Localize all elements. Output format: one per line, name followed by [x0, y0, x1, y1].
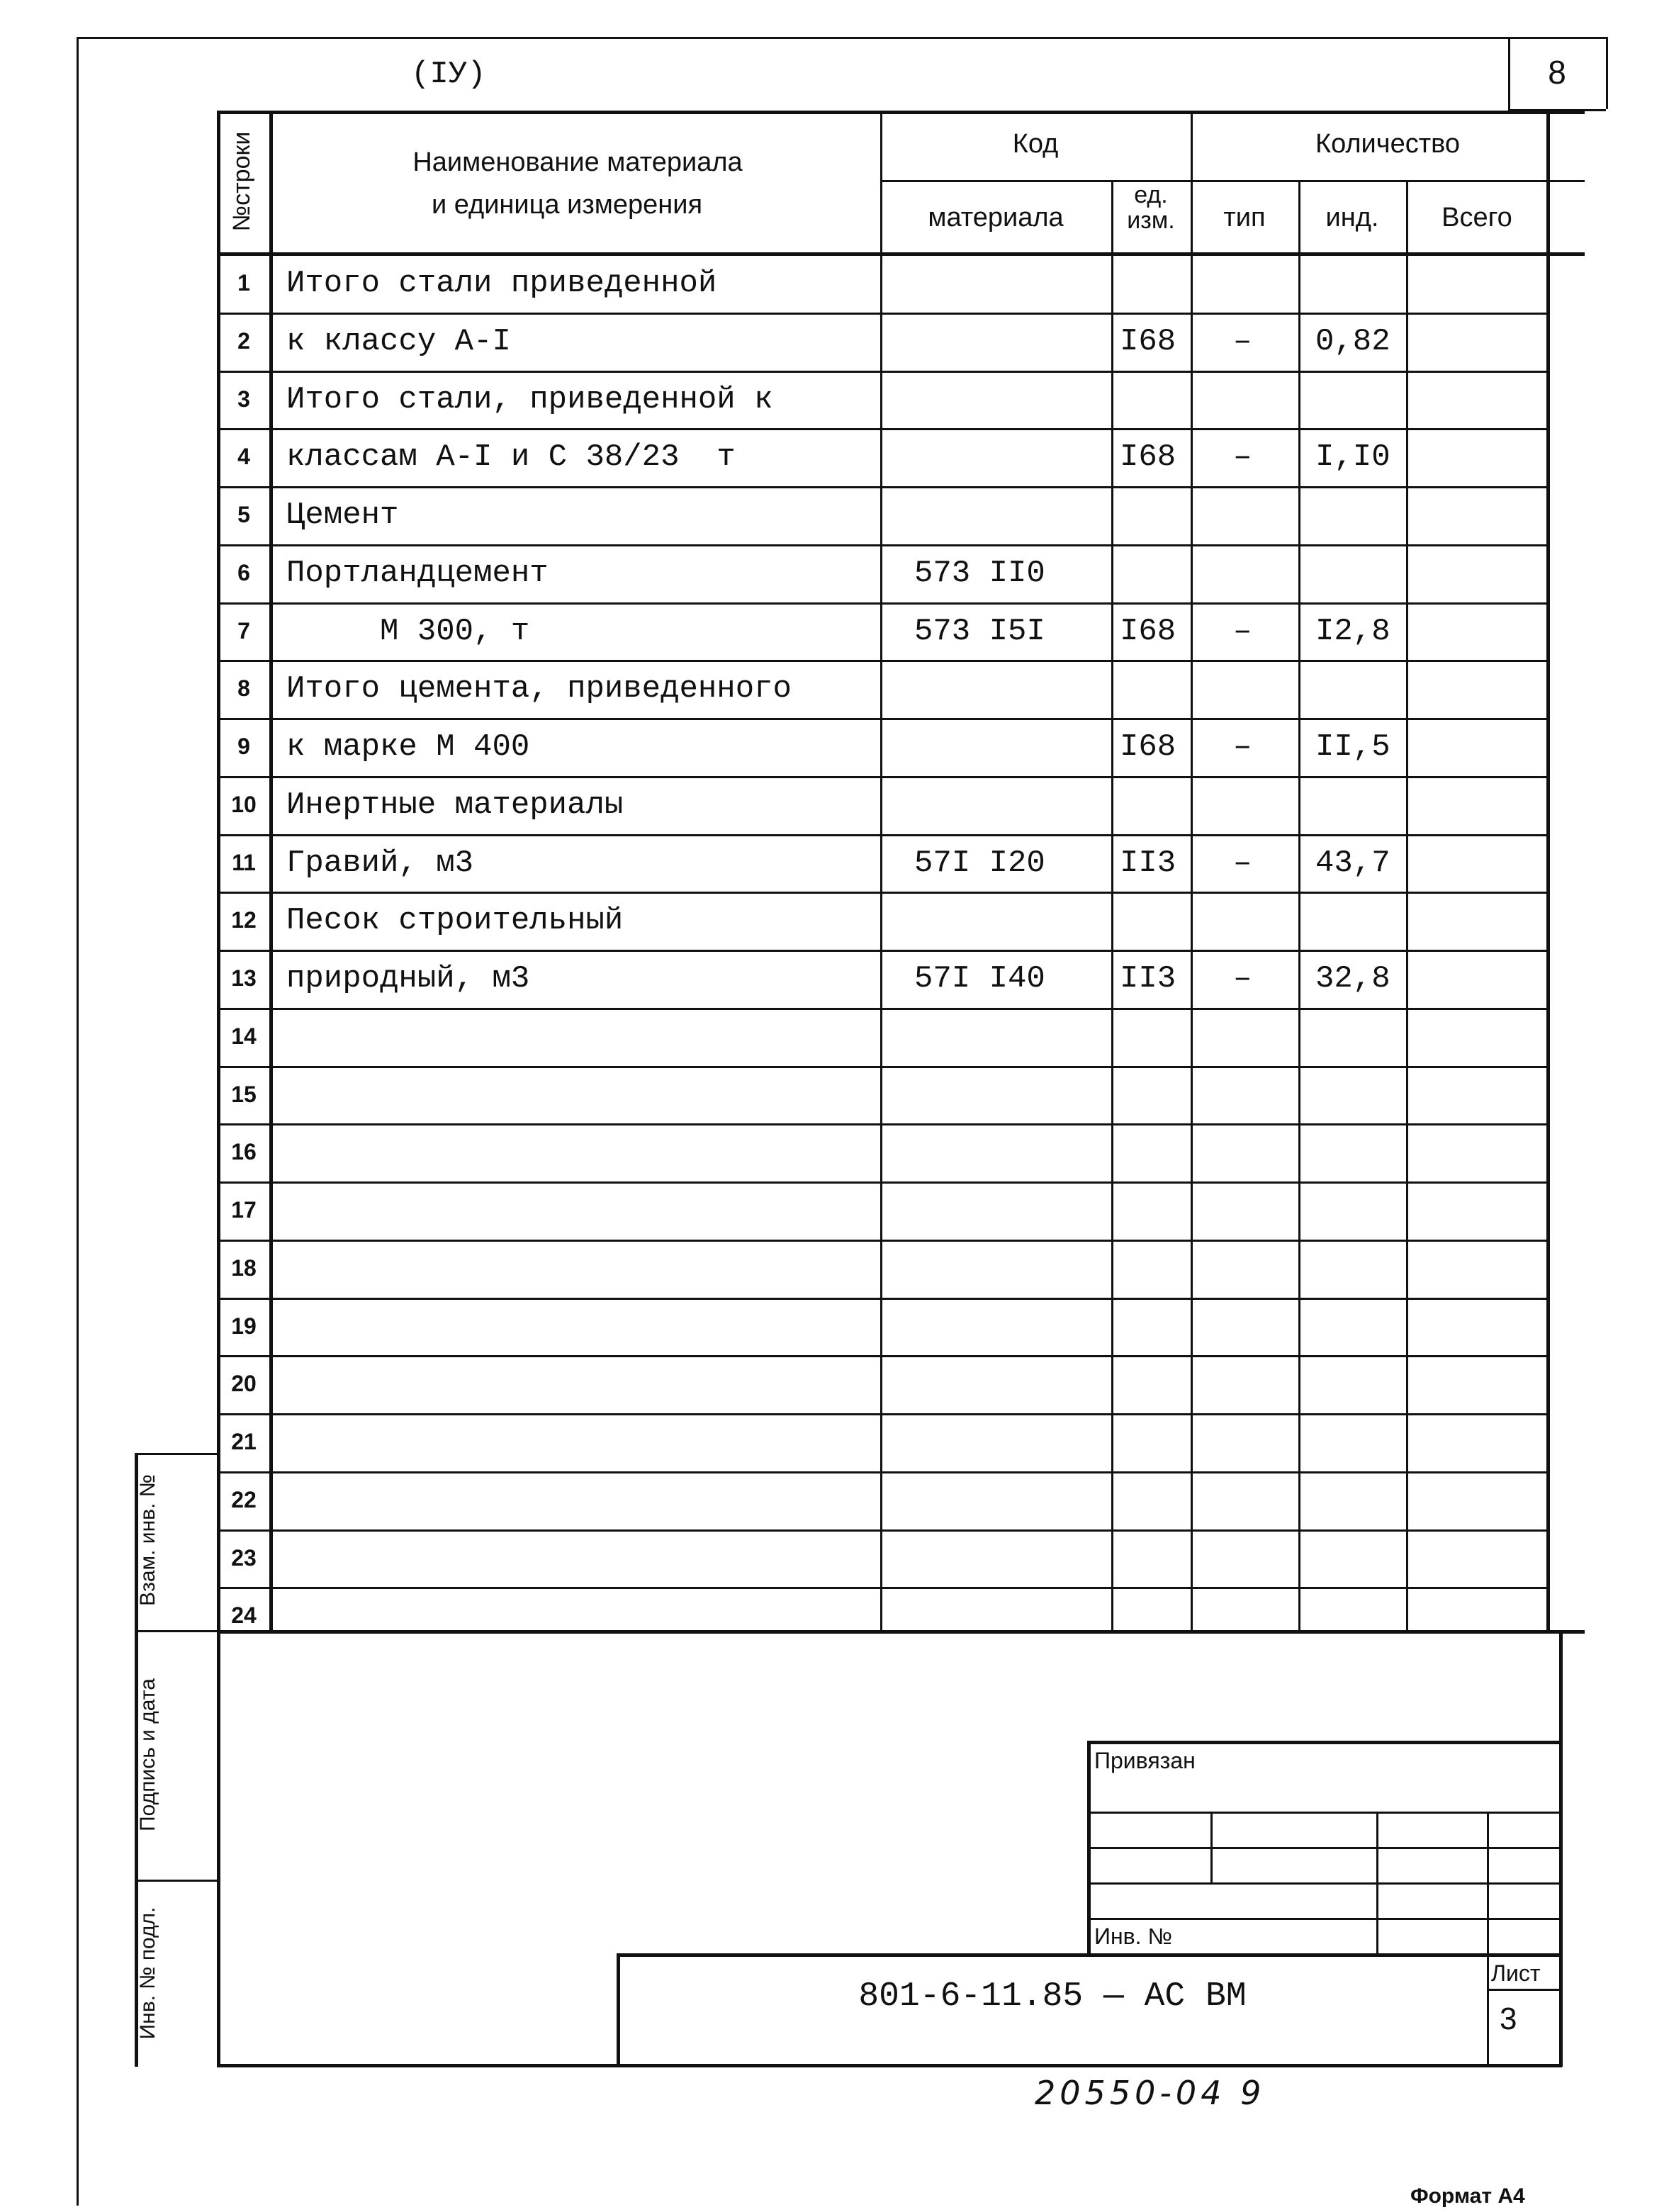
row-number: 10: [231, 791, 257, 817]
row-number: 16: [231, 1139, 257, 1165]
header-code-material: материала: [928, 203, 1064, 232]
row-separator: [217, 1587, 1546, 1589]
row-number: 12: [231, 907, 257, 933]
row-number: 23: [231, 1544, 257, 1571]
doc-block-top: [617, 1953, 1561, 1957]
row-name: Песок строительный: [286, 903, 624, 939]
row-number: 8: [237, 675, 250, 702]
row-number: 24: [231, 1602, 257, 1629]
row-unit: I68: [1120, 613, 1176, 649]
row-name: к марке М 400: [286, 729, 530, 765]
row-name: М 300, т: [286, 613, 530, 649]
row-ind: I2,8: [1315, 613, 1390, 649]
row-separator: [217, 1123, 1546, 1125]
tb-line-c: [1087, 1882, 1561, 1885]
row-number: 7: [237, 617, 250, 644]
row-ind: I,I0: [1315, 439, 1390, 476]
row-separator: [217, 1529, 1546, 1532]
row-separator: [217, 313, 1546, 315]
row-number: 19: [231, 1313, 257, 1339]
row-number: 17: [231, 1197, 257, 1223]
row-name: Инертные материалы: [286, 787, 624, 823]
row-number: 22: [231, 1486, 257, 1512]
tb-inv-no-label: Инв. №: [1094, 1924, 1172, 1949]
row-separator: [217, 544, 1546, 546]
header-name-line2: и единица измерения: [431, 190, 703, 220]
stamp-vzam-inv: Взам. инв. №: [136, 1474, 159, 1606]
row-unit: I68: [1120, 439, 1176, 476]
row-name: Итого стали, приведенной к: [286, 381, 773, 417]
section-label: (IУ): [411, 57, 486, 92]
tb-line-d: [1087, 1918, 1561, 1920]
row-separator: [217, 428, 1546, 430]
frame-top-line: [77, 37, 1606, 39]
row-unit: II3: [1120, 961, 1176, 996]
row-type: –: [1233, 323, 1252, 359]
header-qty-ind: инд.: [1325, 203, 1379, 232]
row-separator: [217, 660, 1546, 662]
tb-col-c: [1487, 1812, 1489, 2067]
row-type: –: [1233, 845, 1252, 881]
row-number: 5: [237, 502, 250, 527]
row-ind: 32,8: [1315, 961, 1390, 996]
stamp-line-2: [135, 1880, 217, 1882]
row-number: 1: [237, 270, 250, 296]
row-type: –: [1233, 729, 1252, 765]
row-separator: [217, 1240, 1546, 1242]
row-separator: [217, 834, 1546, 836]
col-line-4: [1191, 111, 1193, 1632]
row-code: 57I I20: [914, 845, 1045, 881]
row-separator: [217, 1181, 1546, 1184]
row-ind: 43,7: [1315, 845, 1390, 881]
row-name: Цемент: [286, 498, 399, 533]
row-unit: II3: [1120, 845, 1176, 881]
stamp-inv-podl: Инв. № подл.: [136, 1907, 159, 2040]
row-separator: [217, 1066, 1546, 1068]
header-name-line1: Наименование материала: [412, 147, 743, 177]
row-type: –: [1233, 613, 1252, 649]
row-number: 4: [237, 444, 250, 470]
header-row-number: №строки: [228, 131, 255, 232]
list-number: 3: [1500, 2002, 1517, 2036]
row-code: 57I I40: [914, 961, 1045, 996]
row-number: 2: [237, 327, 250, 354]
row-separator: [217, 718, 1546, 720]
row-separator: [217, 950, 1546, 952]
row-name: природный, м3: [286, 961, 530, 996]
row-unit: I68: [1120, 323, 1176, 359]
stamp-line-1: [135, 1630, 217, 1632]
row-unit: I68: [1120, 729, 1176, 765]
row-separator: [217, 1413, 1546, 1415]
row-name: Гравий, м3: [286, 845, 474, 881]
format-label: Формат А4: [1410, 2184, 1525, 2208]
doc-block-left: [617, 1953, 620, 2067]
tb-privyazan-label: Привязан: [1094, 1748, 1196, 1773]
row-separator: [217, 1355, 1546, 1357]
row-number: 6: [237, 559, 250, 585]
row-name: Портландцемент: [286, 555, 549, 591]
row-number: 21: [231, 1429, 257, 1454]
row-number: 20: [231, 1371, 257, 1397]
lower-bottom-line: [217, 2064, 1562, 2067]
row-name: к классу А-I: [286, 323, 511, 359]
row-separator: [217, 486, 1546, 488]
row-type: –: [1233, 439, 1252, 476]
header-code-unit: ед. изм.: [1127, 181, 1175, 234]
row-code: 573 II0: [914, 555, 1045, 591]
row-separator: [217, 1008, 1546, 1010]
row-name: Итого стали приведенной: [286, 266, 717, 301]
tb-line-a: [1087, 1812, 1561, 1814]
list-label: Лист: [1491, 1960, 1541, 1986]
row-type: –: [1233, 961, 1252, 996]
row-number: 18: [231, 1254, 257, 1281]
header-quantity: Количество: [1315, 129, 1461, 159]
table-bottom-line: [217, 1630, 1585, 1634]
table-top-line: [217, 111, 1585, 114]
page-number: 8: [1548, 54, 1566, 91]
list-box-divider: [1487, 1989, 1561, 1991]
tb-line-b: [1087, 1847, 1561, 1849]
row-separator: [217, 776, 1546, 778]
row-ind: II,5: [1315, 729, 1390, 765]
row-name: Итого цемента, приведенного: [286, 671, 792, 707]
row-number: 11: [232, 849, 256, 875]
col-line-7: [1546, 111, 1550, 1632]
row-number: 15: [231, 1081, 257, 1107]
col-line-2: [880, 111, 882, 1632]
stamp-podpis-data: Подпись и дата: [136, 1678, 159, 1831]
row-name: классам А-I и С 38/23 т: [286, 439, 736, 476]
row-separator: [217, 371, 1546, 373]
row-code: 573 I5I: [914, 613, 1045, 649]
row-separator: [217, 892, 1546, 894]
table-header-bottom-line: [217, 252, 1585, 256]
table-subheader-line: [880, 180, 1585, 182]
row-number: 9: [237, 734, 250, 759]
row-number: 13: [231, 965, 257, 991]
header-qty-total: Всего: [1442, 203, 1512, 232]
header-qty-type: тип: [1223, 203, 1266, 232]
row-number: 3: [237, 386, 250, 412]
row-separator: [217, 1471, 1546, 1473]
doc-code: 801-6-11.85 — АС ВМ: [858, 1977, 1247, 2016]
handwritten-number: 20550-04 9: [1035, 2074, 1266, 2112]
tb-privyazan-top: [1087, 1741, 1561, 1744]
frame-left-line: [77, 37, 79, 2206]
row-ind: 0,82: [1315, 323, 1390, 359]
tb-col-b: [1376, 1812, 1378, 1953]
header-code: Код: [1012, 129, 1059, 159]
tb-col-a: [1210, 1812, 1213, 1882]
frame-right-line: [1606, 37, 1608, 109]
row-separator: [217, 1298, 1546, 1300]
row-number: 14: [231, 1023, 257, 1049]
row-separator: [217, 602, 1546, 605]
